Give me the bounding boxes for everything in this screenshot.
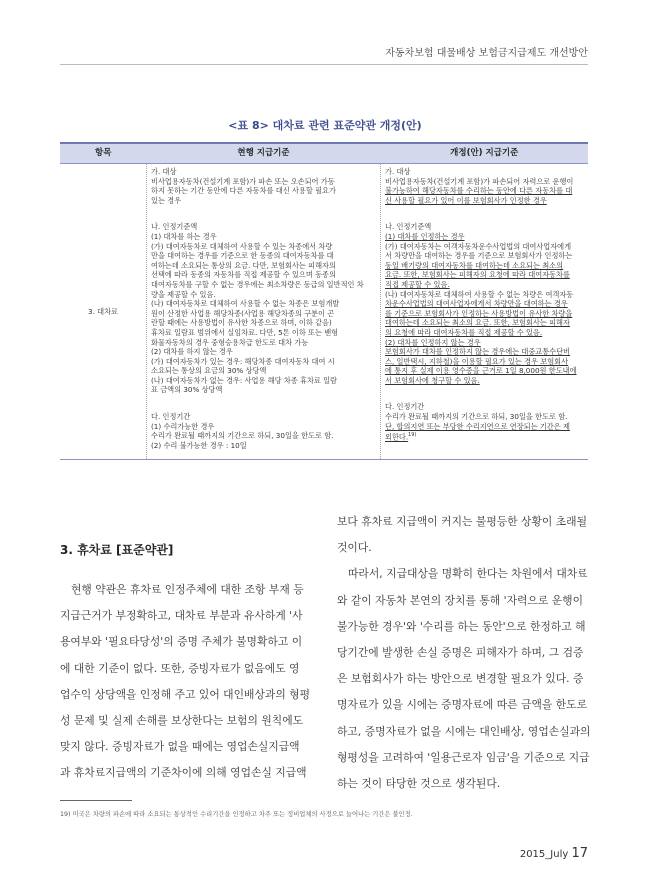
text-line-end: 외한다. — [385, 432, 409, 442]
page-footer — [520, 846, 588, 861]
text-line: 수리가 완료될 때까지의 기간으로 하되, 30일을 한도로 함. — [151, 431, 334, 441]
table-title: <표 8> 대차료 관련 표준약관 개정(안) — [228, 119, 422, 132]
text-line: 비사업용자동차(건설기계 포함)가 파손되어 자력으로 운행이 — [385, 176, 574, 186]
text-line: (2) 수리 불가능한 경우 : 10일 — [151, 440, 247, 450]
footnote: 19) 미국은 차량의 파손에 따라 소요되는 통상적인 수리기간을 인정하고 차주 또는 정비업체의 사정으로 늘어나는 기간은 불인정. — [60, 811, 413, 818]
text-line: (나) 대여자동차로 대체하여 사용할 수 없는 차량은 여객자동 — [385, 289, 574, 299]
text-line: (1) 대차를 인정하는 경우 — [385, 231, 465, 241]
body-line: 에 대한 기준이 없다. 또한, 증빙자료가 없음에도 영 — [60, 661, 300, 675]
text-line: 보험회사가 대차를 인정하지 않는 경우에는 대중교통수단버 — [385, 347, 571, 357]
body-left-column — [60, 582, 322, 792]
text-line: 원이 산정한 사업용 해당차종(사업용 해당차종의 구분이 곤 — [151, 308, 335, 318]
body-line: 업수익 상당액을 인정해 주고 있어 대인배상과의 형평 — [60, 687, 311, 701]
body-line: 은 보험회사가 하는 방안으로 변경할 필요가 있다. 증 — [337, 672, 584, 686]
text-line: (가) 대여자동차로 대체하여 사용할 수 있는 차종에서 차량 — [151, 241, 333, 251]
revised-target-block — [385, 167, 584, 205]
text-line: 신 사용할 필요가 있어 이를 보험회사가 인정한 경우 — [385, 195, 547, 205]
text-line: 를 기준으로 보험회사가 인정하는 사용방법이 유사한 차량을 — [385, 308, 573, 318]
body-line: 지급근거가 부정확하고, 대차료 부분과 유사하게 '사 — [60, 609, 303, 623]
text-line — [385, 431, 584, 442]
text-line: 다. 인정기간 — [151, 412, 191, 422]
text-line: 나. 인정기준액 — [385, 222, 432, 232]
header-rule — [60, 64, 588, 65]
text-line: 소요되는 통상의 요금의 30% 상당액 — [151, 366, 267, 376]
body-line: 것이다. — [337, 541, 372, 555]
revised-amount-block — [385, 222, 584, 385]
current-period-block — [151, 412, 376, 450]
current-amount-block — [151, 222, 376, 395]
page-number: 17 — [571, 846, 588, 861]
text-line: (1) 수리가능한 경우 — [151, 421, 215, 431]
col-header-revised: 개정(안) 지급기준 — [381, 143, 589, 164]
text-line: 만을 대여하는 경우를 기준으로 한 동종의 대여자동차를 대 — [151, 251, 334, 261]
text-line: (나) 대여자동차로 대체하여 사용할 수 없는 차종은 보험개발 — [151, 299, 340, 309]
text-line: 가. 대상 — [385, 167, 411, 176]
body-line: 용여부와 '필요타당성'의 증명 주체가 불명확하고 이 — [60, 635, 303, 649]
col-header-current: 현행 지급기준 — [147, 143, 381, 164]
comparison-table — [60, 142, 588, 460]
text-line: 나. 인정기준액 — [151, 222, 198, 232]
text-line: 있는 경우 — [151, 195, 182, 205]
revised-standard-cell — [381, 164, 589, 460]
text-line: 동일 배기량의 대여자동차를 대여하는데 소요되는 최소의 — [385, 260, 564, 270]
text-line: 화물자동차의 경우 중형승용차급 한도로 대차 가능 — [151, 337, 309, 347]
body-line: 하고, 증명자료가 없을 시에는 대인배상, 영업손실과의 — [337, 724, 591, 738]
text-line: 량을 제공할 수 있음. — [151, 289, 216, 299]
issue-label: 2015_July — [519, 849, 572, 860]
text-line: 단, 합의지연 또는 부당한 수리지연으로 연장되는 기간은 제 — [385, 421, 570, 431]
text-line: 가. 대상 — [151, 167, 177, 176]
text-line: 수리가 완료될 때까지의 기간으로 하되, 30일을 한도로 함. — [385, 412, 568, 422]
footnote-ref: 19) — [408, 432, 417, 439]
text-line: 하지 못하는 기간 동안에 다른 자동차를 대신 사용할 필요가 — [151, 186, 336, 196]
text-line: 불가능하여 해당자동차를 수리하는 동안에 다른 자동차를 대 — [385, 186, 573, 196]
text-line: 요금. 또한, 보험회사는 피해자의 요청에 따라 대여자동차를 — [385, 270, 570, 280]
body-line: 하는 것이 타당한 것으로 생각된다. — [337, 776, 501, 790]
text-line: 차운수사업법의 대여사업자에게서 차량만을 대여하는 경우 — [385, 299, 568, 309]
body-line: 당기간에 발생한 손실 증명은 피해자가 하며, 그 검증 — [337, 645, 584, 659]
body-line: 와 같이 자동차 본연의 장치를 통해 '자력으로 운행이 — [337, 593, 584, 607]
body-line: 성 문제 및 실제 손해를 보상한다는 보험의 원칙에도 — [60, 713, 304, 727]
text-line: 표 금액의 30% 상당액 — [151, 385, 223, 395]
footnote-rule — [60, 800, 132, 801]
running-header: 자동차보험 대물배상 보험금지급제도 개선방안 — [385, 48, 588, 59]
text-line: 서 보험회사에 청구할 수 있음. — [385, 375, 480, 385]
body-line: 현행 약관은 휴차료 인정주체에 대한 조항 부재 등 — [71, 583, 304, 596]
col-header-item: 항목 — [60, 143, 147, 164]
text-line: 에 통지 후 실제 이용 영수증을 근거로 1일 8,000원 한도내에 — [385, 366, 577, 376]
text-line: (가) 대여자동차는 여객자동차운수사업법의 대여사업자에게 — [385, 241, 572, 251]
text-line: (1) 대차를 하는 경우 — [151, 231, 217, 241]
body-line: 불가능한 경우'와 '수리를 하는 동안'으로 한정하고 해 — [337, 619, 586, 633]
current-standard-cell — [147, 164, 381, 460]
text-line: (2) 대차를 인정하지 않는 경우 — [385, 337, 481, 347]
text-line: 의 요청에 따라 대여자동차를 직접 제공할 수 있음. — [385, 327, 543, 337]
text-line: (나) 대여자동차가 없는 경우: 사업용 해당 차종 휴차료 일람 — [151, 375, 338, 385]
text-line: 직접 제공할 수 있음. — [385, 279, 450, 289]
body-line: 맞지 않다. 증빙자료가 없을 때에는 영업손실지급액 — [60, 740, 300, 754]
body-line: 명자료가 있을 시에는 증명자료에 따른 금액을 한도로 — [337, 698, 588, 712]
body-line: 과 휴차료지급액의 기준차이에 의해 영업손실 지급액 — [60, 766, 307, 780]
text-line: 선택에 따라 동종의 자동차를 직접 제공할 수 있으며 동종의 — [151, 270, 336, 280]
text-line: 서 차량만을 대여하는 경우를 기준으로 보험회사가 인정하는 — [385, 251, 573, 261]
text-line: 란할 때에는 사용방법이 유사한 차종으로 하며, 이하 같음) — [151, 318, 332, 328]
body-line: 보다 휴차료 지급액이 커지는 불평등한 상황이 초래될 — [337, 515, 588, 528]
text-line: 비사업용자동차(건설기계 포함)가 파손 또는 오손되어 가동 — [151, 176, 335, 186]
revised-period-block — [385, 402, 584, 442]
text-line: (가) 대여자동차가 있는 경우: 해당차종 대여자동차 대여 시 — [151, 356, 335, 366]
body-line: 따라서, 지급대상을 명확히 한다는 차원에서 대차료 — [348, 567, 588, 581]
body-right-column — [337, 514, 590, 802]
item-cell: 3. 대차료 — [60, 164, 147, 460]
text-line: 스, 일반택시, 지하철)을 이용할 필요가 있는 경우 보험회사 — [385, 356, 569, 366]
text-line: 휴차료 일람표 범위에서 실임차료. 다만, 5톤 이하 또는 밴형 — [151, 327, 339, 337]
text-line: 대여자동차를 구할 수 없는 경우에는 최소차량은 동급의 일반적인 차 — [151, 279, 364, 289]
text-line: 대여하는데 소요되는 최소의 요금. 또한, 보험회사는 피해자 — [385, 318, 570, 328]
text-line: (2) 대차를 하지 않는 경우 — [151, 347, 233, 357]
body-line: 형평성을 고려하여 '일용근로자 임금'을 기준으로 지급 — [337, 750, 590, 764]
text-line: 여하는데 소요되는 통상의 요금. 다만, 보험회사는 피해자의 — [151, 260, 336, 270]
text-line: 다. 인정기간 — [385, 402, 425, 412]
section-title: 3. 휴차료 [표준약관] — [60, 543, 174, 557]
current-target-block — [151, 167, 376, 205]
